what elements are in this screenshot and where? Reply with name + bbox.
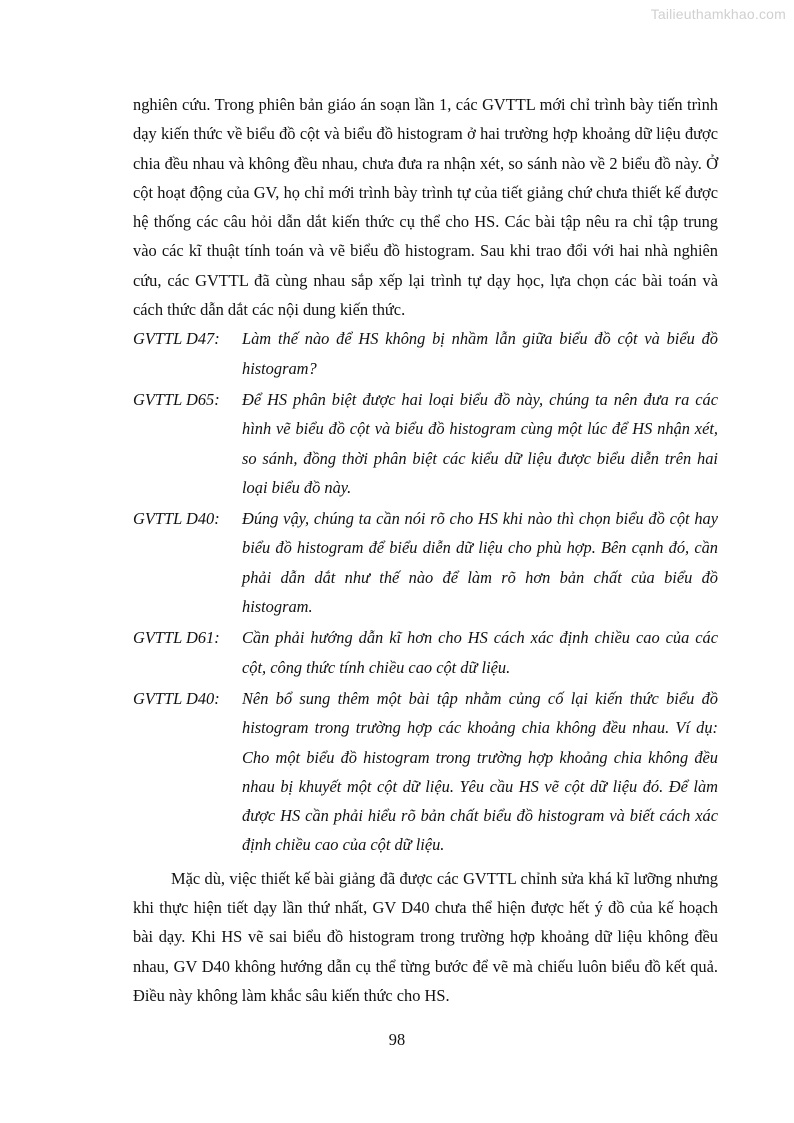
- dialogue-item: [133, 385, 718, 502]
- dialogue-speaker: GVTTL D65:: [133, 389, 220, 409]
- dialogue-text: Đúng vậy, chúng ta cần nói rõ cho HS khi nào thì chọn biểu đồ cột hay biểu đồ histogram để biểu diễn dữ liệu cho phù hợp. Bên cạnh đó, cần phải dẫn dắt như thế nào để làm rõ hơn bản chất của biểu đồ histogram.: [242, 509, 718, 617]
- dialogue-text: Làm thế nào để HS không bị nhầm lẫn giữa biểu đồ cột và biểu đồ histogram?: [242, 329, 718, 378]
- document-body: [133, 90, 718, 1010]
- dialogue-speaker: GVTTL D61:: [133, 628, 220, 648]
- dialogue-speaker: GVTTL D47:: [133, 329, 220, 349]
- dialogue-item: [133, 504, 718, 621]
- dialogue-item: [133, 324, 718, 383]
- watermark-text: Tailieuthamkhao.com: [650, 6, 786, 22]
- dialogue-text: Để HS phân biệt được hai loại biểu đồ này, chúng ta nên đưa ra các hình vẽ biểu đồ cột và biểu đồ histogram cùng một lúc để HS nhận xét, so sánh, đồng thời phân biệt các kiểu dữ liệu được biểu diễn trên hai loại biểu đồ này.: [242, 389, 718, 497]
- dialogue-speaker: GVTTL D40:: [133, 509, 220, 529]
- dialogue-list: [133, 324, 718, 859]
- dialogue-text: Cần phải hướng dẫn kĩ hơn cho HS cách xác định chiều cao của các cột, công thức tính chiều cao cột dữ liệu.: [242, 628, 718, 677]
- dialogue-item: [133, 684, 718, 860]
- dialogue-speaker: GVTTL D40:: [133, 688, 220, 708]
- closing-paragraph: Mặc dù, việc thiết kế bài giảng đã được các GVTTL chỉnh sửa khá kĩ lưỡng nhưng khi thực hiện tiết dạy lần thứ nhất, GV D40 chưa thể hiện được hết ý đồ của kế hoạch bài dạy. Khi HS vẽ sai biểu đồ histogram trong trường hợp khoảng dữ liệu không đều nhau, GV D40 không hướng dẫn cụ thể từng bước để vẽ mà chiếu luôn biểu đồ kết quả. Điều này không làm khắc sâu kiến thức cho HS.: [133, 868, 718, 1005]
- page-number: 98: [388, 1030, 406, 1049]
- dialogue-item: [133, 623, 718, 682]
- dialogue-text: Nên bổ sung thêm một bài tập nhằm củng cố lại kiến thức biểu đồ histogram trong trường hợp các khoảng chia không đều nhau. Ví dụ: Cho một biểu đồ histogram trong trường hợp khoảng chia không đều nhau bị khuyết một cột dữ liệu. Yêu cầu HS vẽ cột dữ liệu đó. Để làm được HS cần phải hiểu rõ bản chất biểu đồ histogram và biết cách xác định chiều cao của cột dữ liệu.: [242, 688, 718, 855]
- intro-paragraph: nghiên cứu. Trong phiên bản giáo án soạn lần 1, các GVTTL mới chỉ trình bày tiến trình dạy kiến thức về biểu đồ cột và biểu đồ histogram ở hai trường hợp khoảng dữ liệu được chia đều nhau và không đều nhau, chưa đưa ra nhận xét, so sánh nào về 2 biểu đồ này. Ở cột hoạt động của GV, họ chỉ mới trình bày trình tự của tiết giảng chứ chưa thiết kế được hệ thống các câu hỏi dẫn dắt kiến thức cụ thể cho HS. Các bài tập nêu ra chỉ tập trung vào các kĩ thuật tính toán và vẽ biểu đồ histogram. Sau khi trao đổi với hai nhà nghiên cứu, các GVTTL đã cùng nhau sắp xếp lại trình tự dạy học, lựa chọn các bài toán và cách thức dẫn dắt các nội dung kiến thức.: [133, 95, 718, 320]
